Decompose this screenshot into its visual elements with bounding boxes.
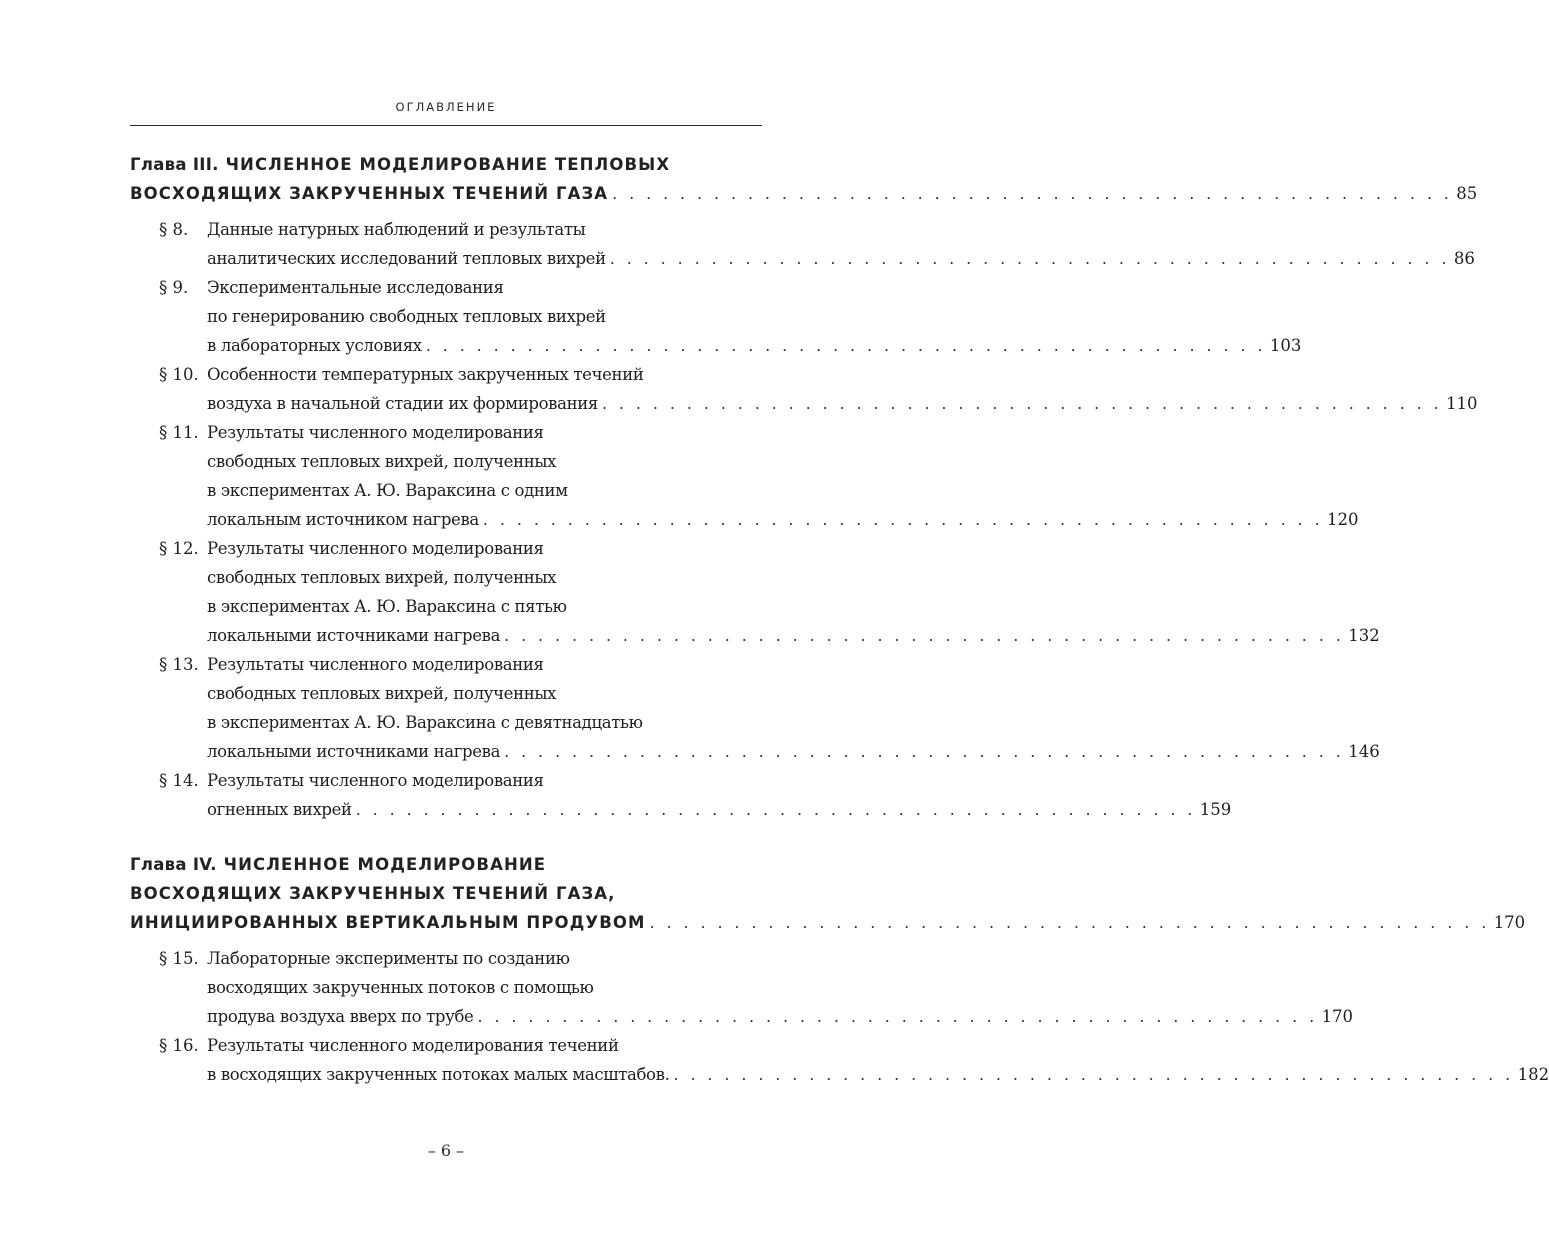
toc-section-entry	[130, 534, 1380, 650]
chapter-label: Глава IV.	[130, 855, 217, 874]
toc-section-entry	[130, 944, 1354, 1031]
dot-leader: . . . . . . . . . . . . . . . . . . . . . . . . . . . . . . . . . . . . . . . . . . . . . . . . . .	[504, 742, 1345, 761]
toc-section-entry	[130, 273, 1302, 360]
chapter-title-line	[130, 850, 762, 879]
section-title-line	[207, 302, 762, 331]
section-title-line	[207, 534, 762, 563]
chapter-page-number: 170	[1493, 913, 1526, 932]
chapter-title-text: ЧИСЛЕННОЕ МОДЕЛИРОВАНИЕ	[223, 855, 547, 874]
section-title-line	[207, 331, 1302, 360]
page-number: – 6 –	[427, 1141, 465, 1160]
section-title-line	[207, 273, 762, 302]
section-title-text: Результаты численного моделирования	[207, 539, 544, 558]
section-title-text: в экспериментах А. Ю. Вараксина с одним	[207, 481, 568, 500]
section-list	[130, 215, 1478, 824]
chapter-title-line	[130, 179, 1478, 208]
section-list	[130, 944, 1549, 1089]
chapter-page-number: 85	[1456, 184, 1478, 203]
section-title-line	[207, 1031, 762, 1060]
toc-section-entry	[130, 215, 1475, 273]
section-title-text: Результаты численного моделирования течений	[207, 1036, 619, 1055]
section-number: § 13.	[159, 655, 199, 674]
dot-leader: . . . . . . . . . . . . . . . . . . . . . . . . . . . . . . . . . . . . . . . . . . . . . . . . . .	[355, 800, 1196, 819]
dot-leader: . . . . . . . . . . . . . . . . . . . . . . . . . . . . . . . . . . . . . . . . . . . . . . . . . .	[482, 510, 1324, 529]
section-number: § 16.	[159, 1036, 199, 1055]
section-page-number: 103	[1269, 336, 1302, 355]
running-head: ОГЛАВЛЕНИЕ	[395, 100, 497, 114]
section-title-text: локальным источником нагрева	[207, 510, 479, 529]
chapter-title-text: ИНИЦИИРОВАННЫХ ВЕРТИКАЛЬНЫМ ПРОДУВОМ	[130, 913, 646, 932]
section-title-line	[207, 973, 762, 1002]
section-title-line	[207, 766, 762, 795]
section-title-line	[207, 1002, 1354, 1031]
header-rule	[130, 125, 762, 126]
section-page-number: 146	[1348, 742, 1380, 761]
section-title-text: в восходящих закрученных потоках малых масштабов.	[207, 1065, 670, 1084]
chapter-title-text: ВОСХОДЯЩИХ ЗАКРУЧЕННЫХ ТЕЧЕНИЙ ГАЗА	[130, 184, 609, 203]
chapter-title-text: ВОСХОДЯЩИХ ЗАКРУЧЕННЫХ ТЕЧЕНИЙ ГАЗА,	[130, 884, 616, 903]
toc-section-entry	[130, 360, 1478, 418]
section-title-line	[207, 708, 762, 737]
section-title-text: Данные натурных наблюдений и результаты	[207, 220, 586, 239]
dot-leader: . . . . . . . . . . . . . . . . . . . . . . . . . . . . . . . . . . . . . . . . . . . . . . . . . .	[477, 1007, 1318, 1026]
section-title-text: локальными источниками нагрева	[207, 626, 501, 645]
section-number: § 12.	[159, 539, 199, 558]
section-title-text: воздуха в начальной стадии их формирования	[207, 394, 598, 413]
section-title-text: Лабораторные эксперименты по созданию	[207, 949, 570, 968]
section-title-line	[207, 447, 762, 476]
section-title-line	[207, 621, 1380, 650]
section-title-line	[207, 650, 762, 679]
section-title-text: Результаты численного моделирования	[207, 423, 544, 442]
dot-leader: . . . . . . . . . . . . . . . . . . . . . . . . . . . . . . . . . . . . . . . . . . . . . . . . . .	[673, 1065, 1514, 1084]
section-title-line	[207, 1060, 1549, 1089]
chapter-label: Глава III.	[130, 155, 219, 174]
chapter-title-line	[130, 150, 762, 179]
toc-section-entry	[130, 766, 1232, 824]
chapter-title-text: ЧИСЛЕННОЕ МОДЕЛИРОВАНИЕ ТЕПЛОВЫХ	[225, 155, 671, 174]
section-title-line	[207, 737, 1380, 766]
section-title-text: свободных тепловых вихрей, полученных	[207, 684, 557, 703]
dot-leader: . . . . . . . . . . . . . . . . . . . . . . . . . . . . . . . . . . . . . . . . . . . . . . . . . .	[612, 184, 1453, 203]
section-title-line	[207, 389, 1478, 418]
section-title-text: Результаты численного моделирования	[207, 655, 544, 674]
section-title-line	[207, 944, 762, 973]
section-title-line	[207, 244, 1475, 273]
section-number: § 9.	[159, 278, 189, 297]
section-title-line	[207, 418, 762, 447]
section-title-text: локальными источниками нагрева	[207, 742, 501, 761]
section-title-line	[207, 360, 762, 389]
section-number: § 11.	[159, 423, 199, 442]
section-title-text: в лабораторных условиях	[207, 336, 422, 355]
section-title-text: в экспериментах А. Ю. Вараксина с пятью	[207, 597, 567, 616]
section-page-number: 132	[1348, 626, 1380, 645]
section-title-text: в экспериментах А. Ю. Вараксина с девятнадцатью	[207, 713, 643, 732]
section-title-text: свободных тепловых вихрей, полученных	[207, 452, 557, 471]
section-title-line	[207, 592, 762, 621]
section-title-line	[207, 215, 762, 244]
section-title-text: Особенности температурных закрученных течений	[207, 365, 644, 384]
toc-section-entry	[130, 1031, 1549, 1089]
section-title-text: Результаты численного моделирования	[207, 771, 544, 790]
section-number: § 14.	[159, 771, 199, 790]
section-title-text: продува воздуха вверх по трубе	[207, 1007, 474, 1026]
section-page-number: 110	[1446, 394, 1478, 413]
section-number: § 8.	[159, 220, 189, 239]
dot-leader: . . . . . . . . . . . . . . . . . . . . . . . . . . . . . . . . . . . . . . . . . . . . . . . . . .	[425, 336, 1266, 355]
section-title-line	[207, 679, 762, 708]
section-page-number: 86	[1453, 249, 1475, 268]
section-title-text: по генерированию свободных тепловых вихрей	[207, 307, 606, 326]
section-title-text: восходящих закрученных потоков с помощью	[207, 978, 594, 997]
dot-leader: . . . . . . . . . . . . . . . . . . . . . . . . . . . . . . . . . . . . . . . . . . . . . . . . . .	[601, 394, 1443, 413]
section-title-line	[207, 505, 1359, 534]
chapter-title-line	[130, 908, 1526, 937]
section-title-line	[207, 563, 762, 592]
dot-leader: . . . . . . . . . . . . . . . . . . . . . . . . . . . . . . . . . . . . . . . . . . . . . . . . . .	[609, 249, 1450, 268]
section-title-line	[207, 795, 1232, 824]
chapter-title-line	[130, 879, 762, 908]
toc-chapter	[130, 850, 1549, 1089]
toc-section-entry	[130, 418, 1359, 534]
section-page-number: 120	[1327, 510, 1359, 529]
section-title-text: свободных тепловых вихрей, полученных	[207, 568, 557, 587]
section-title-text: Экспериментальные исследования	[207, 278, 504, 297]
dot-leader: . . . . . . . . . . . . . . . . . . . . . . . . . . . . . . . . . . . . . . . . . . . . . . . . . .	[504, 626, 1345, 645]
toc-section-entry	[130, 650, 1380, 766]
section-title-text: аналитических исследований тепловых вихрей	[207, 249, 606, 268]
section-page-number: 170	[1321, 1007, 1354, 1026]
toc-chapter	[130, 150, 1478, 824]
table-of-contents	[130, 150, 1549, 1089]
section-page-number: 159	[1199, 800, 1232, 819]
section-page-number: 182	[1517, 1065, 1549, 1084]
dot-leader: . . . . . . . . . . . . . . . . . . . . . . . . . . . . . . . . . . . . . . . . . . . . . . . . . .	[649, 913, 1490, 932]
section-number: § 10.	[159, 365, 199, 384]
section-title-line	[207, 476, 762, 505]
section-title-text: огненных вихрей	[207, 800, 352, 819]
section-number: § 15.	[159, 949, 199, 968]
